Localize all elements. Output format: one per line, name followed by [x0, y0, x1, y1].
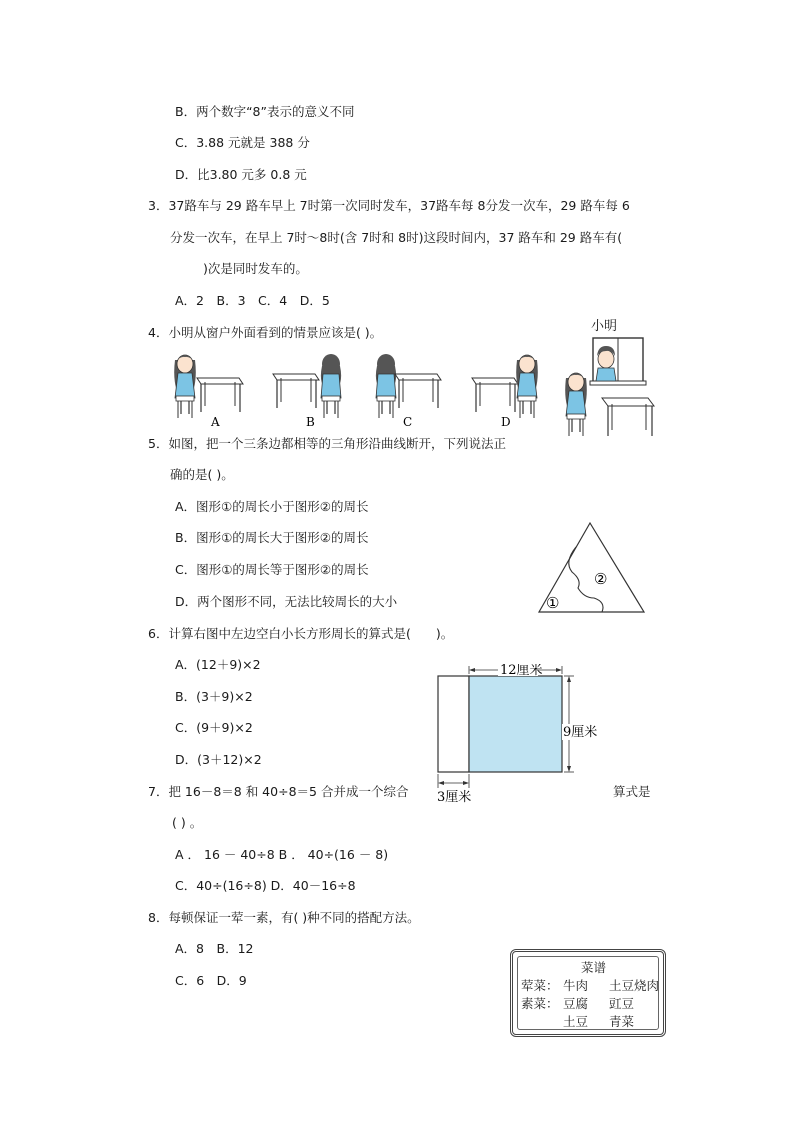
q4-options-illustration [165, 344, 585, 430]
q6-stem: 6．计算右图中左边空白小长方形周长的算式是( )。 [148, 626, 454, 641]
menu-veg-3: 土豆 [563, 1014, 589, 1029]
q8-stem: 8．每顿保证一荤一素，有( )种不同的搭配方法。 [148, 910, 420, 925]
dimension-3cm: 3厘米 [437, 790, 472, 805]
menu-veg-4: 青菜 [609, 1014, 635, 1029]
q7-stem-line2: ( ) 。 [172, 815, 203, 830]
q8-options-cd: C．6 D．9 [175, 973, 247, 988]
q4-option-b-figure [273, 354, 341, 418]
menu-meat-2: 土豆烧肉 [609, 978, 660, 993]
q4-option-b-label: B [306, 415, 315, 429]
q3-stem-line3: )次是同时发车的。 [203, 261, 308, 276]
q3-stem-line1: 3．37路车与 29 路车早上 7时第一次同时发车，37路车每 8分发一次车，29 路车每 6 [148, 198, 630, 213]
q7-stem-line1-end: 算式是 [613, 784, 651, 799]
q6-option-b: B．(3＋9)×2 [175, 689, 253, 704]
menu-veg-1: 豆腐 [563, 996, 589, 1011]
menu-veg-label: 素菜： [521, 996, 559, 1011]
menu-meat-1: 牛肉 [563, 978, 589, 993]
q6-option-c: C．(9＋9)×2 [175, 720, 253, 735]
dimension-12cm: 12厘米 [500, 664, 543, 678]
q3-options: A．2 B．3 C．4 D．5 [175, 293, 330, 308]
q7-options-cd: C．40÷(16÷8) D．40－16÷8 [175, 878, 356, 893]
q6-option-a: A．(12＋9)×2 [175, 657, 261, 672]
q5-stem-line1: 5．如图，把一个三条边都相等的三角形沿曲线断开，下列说法正 [148, 436, 506, 451]
q3-stem-line2: 分发一次车，在早上 7时～8时(含 7时和 8时)这段时间内，37 路车和 29 路车有( [170, 230, 623, 245]
menu-veg-2: 豇豆 [609, 996, 635, 1011]
q5-option-a: A．图形①的周长小于图形②的周长 [175, 499, 369, 514]
left-blank-rectangle [438, 676, 469, 772]
q8-menu-card [510, 949, 666, 1037]
menu-meat-label: 荤菜： [521, 978, 559, 993]
reference-girl-figure [565, 373, 587, 436]
q4-option-c-figure [376, 354, 441, 418]
q6-rectangle-figure [428, 664, 608, 806]
q4-xiaoming-label: 小明 [591, 319, 618, 334]
q5-stem-line2: 确的是( )。 [170, 467, 234, 482]
q7-stem-line1: 7．把 16－8＝8 和 40÷8＝5 合并成一个综合 [148, 784, 409, 799]
q7-options-ab: A ． 16 － 40÷8 B ． 40÷(16 － 8) [175, 847, 389, 862]
shape-1-label: ① [546, 594, 560, 612]
q2-option-b: B．两个数字“8”表示的意义不同 [175, 104, 355, 119]
q4-stem: 4．小明从窗户外面看到的情景应该是( )。 [148, 325, 383, 340]
q4-option-c-label: C [403, 415, 413, 429]
menu-title: 菜谱 [581, 960, 607, 975]
q2-option-c: C．3.88 元就是 388 分 [175, 135, 310, 150]
shape-2-label: ② [594, 570, 608, 588]
q4-option-a-figure [174, 355, 243, 418]
q4-reference-table [600, 394, 660, 440]
q5-option-d: D．两个图形不同，无法比较周长的大小 [175, 594, 398, 609]
dimension-9cm: 9厘米 [563, 725, 598, 740]
q5-triangle-figure [536, 520, 648, 616]
q2-option-d: D．比3.80 元多 0.8 元 [175, 167, 307, 182]
q6-option-d: D．(3＋12)×2 [175, 752, 262, 767]
q8-options-ab: A．8 B．12 [175, 941, 254, 956]
q4-option-d-figure [472, 355, 538, 418]
q4-option-d-label: D [501, 415, 511, 429]
q5-option-b: B．图形①的周长大于图形②的周长 [175, 530, 369, 545]
shaded-square [469, 676, 562, 772]
xiaoming-boy-figure [596, 346, 616, 381]
q5-option-c: C．图形①的周长等于图形②的周长 [175, 562, 369, 577]
q4-option-a-label: A [211, 415, 220, 429]
